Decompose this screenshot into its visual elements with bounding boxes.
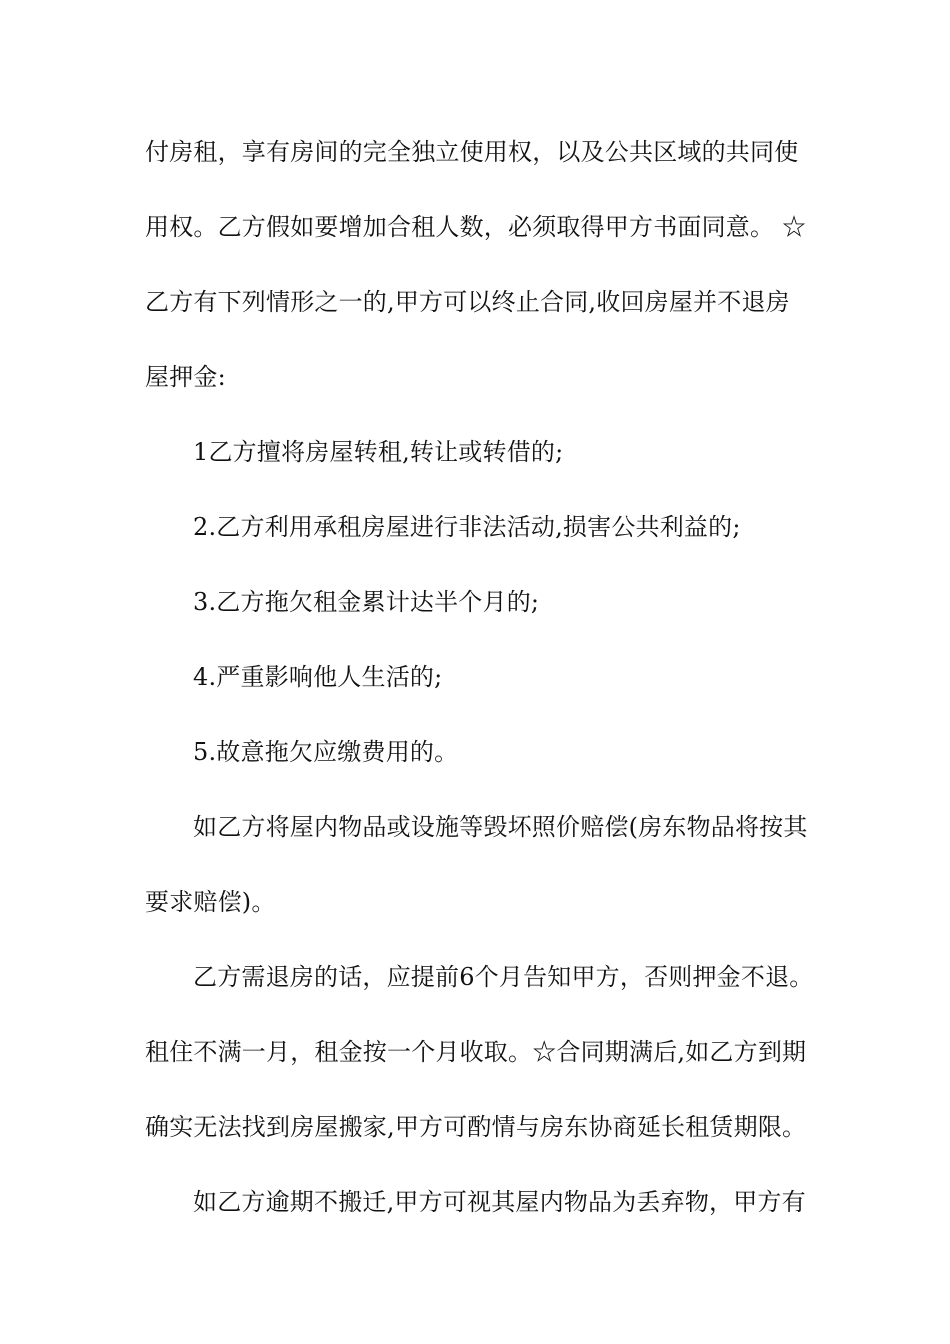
list-item-4: 4.严重影响他人生活的; xyxy=(193,663,443,691)
list-item-3: 3.乙方拖欠租金累计达半个月的; xyxy=(193,588,540,616)
list-item-5: 5.故意拖欠应缴费用的。 xyxy=(193,738,459,766)
paragraph-line-1: 付房租，享有房间的完全独立使用权，以及公共区域的共同使 xyxy=(145,138,799,166)
paragraph-line-10: 如乙方逾期不搬迁,甲方可视其屋内物品为丢弃物，甲方有 xyxy=(193,1188,806,1216)
paragraph-line-5: 如乙方将屋内物品或设施等毁坏照价赔偿(房东物品将按其 xyxy=(193,813,808,841)
paragraph-line-7: 乙方需退房的话，应提前6个月告知甲方，否则押金不退。 xyxy=(193,963,814,991)
list-item-1: 1乙方擅将房屋转租,转让或转借的; xyxy=(193,438,564,466)
paragraph-line-2: 用权。乙方假如要增加合租人数，必须取得甲方书面同意。 ☆ xyxy=(145,213,807,241)
paragraph-line-4: 屋押金: xyxy=(145,363,226,391)
paragraph-line-6: 要求赔偿)。 xyxy=(145,888,276,916)
paragraph-line-8: 租住不满一月，租金按一个月收取。☆合同期满后,如乙方到期 xyxy=(145,1038,807,1066)
list-item-2: 2.乙方利用承租房屋进行非法活动,损害公共利益的; xyxy=(193,513,741,541)
paragraph-line-3: 乙方有下列情形之一的,甲方可以终止合同,收回房屋并不退房 xyxy=(145,288,790,316)
paragraph-line-9: 确实无法找到房屋搬家,甲方可酌情与房东协商延长租赁期限。 xyxy=(145,1113,807,1141)
